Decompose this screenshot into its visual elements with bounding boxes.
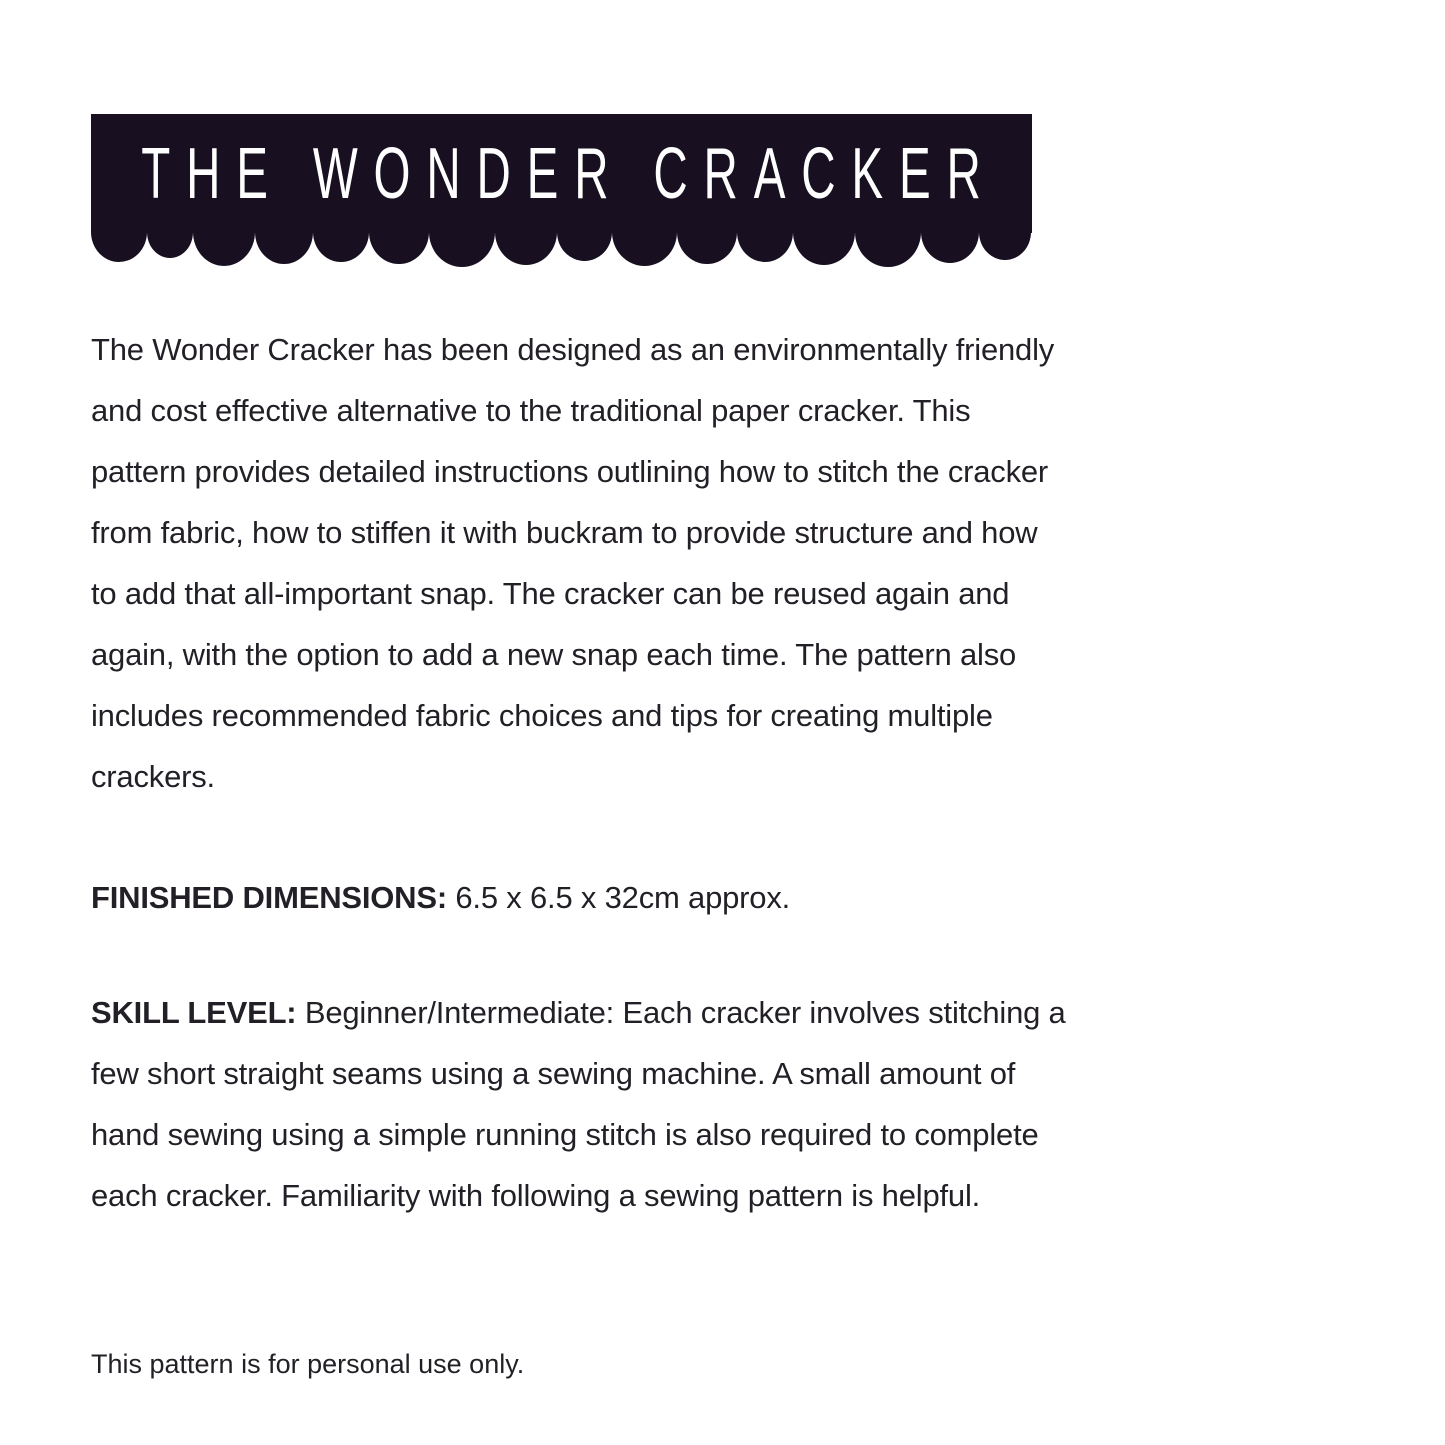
intro-paragraph — [91, 319, 1351, 807]
page-title: THE WONDER CRACKER — [141, 133, 998, 214]
skill-level-label: SKILL LEVEL: — [91, 995, 297, 1030]
intro-line: crackers. — [91, 759, 215, 794]
banner-scallop-edge — [91, 232, 1032, 269]
finished-dimensions-row — [91, 867, 1351, 928]
intro-line: to add that all-important snap. The cracker can be reused again and — [91, 576, 1010, 611]
skill-level-paragraph — [91, 982, 1351, 1226]
skill-level-line: hand sewing using a simple running stitch is also required to complete — [91, 1117, 1039, 1152]
skill-level-line: few short straight seams using a sewing machine. A small amount of — [91, 1056, 1016, 1091]
intro-line: includes recommended fabric choices and tips for creating multiple — [91, 698, 993, 733]
finished-dimensions-value: 6.5 x 6.5 x 32cm approx. — [455, 880, 791, 915]
personal-use-note: This pattern is for personal use only. — [91, 1349, 525, 1379]
title-banner-rect — [91, 114, 1032, 233]
skill-level-line — [91, 982, 1351, 1043]
intro-line: The Wonder Cracker has been designed as an environmentally friendly — [91, 332, 1055, 367]
skill-level-line: each cracker. Familiarity with following a sewing pattern is helpful. — [91, 1178, 981, 1213]
intro-line: pattern provides detailed instructions outlining how to stitch the cracker — [91, 454, 1049, 489]
intro-line: again, with the option to add a new snap each time. The pattern also — [91, 637, 1017, 672]
title-banner — [91, 114, 1032, 269]
skill-level-line1-text: Beginner/Intermediate: Each cracker involves stitching a — [304, 995, 1066, 1030]
finished-dimensions-line — [91, 867, 1351, 928]
intro-line: and cost effective alternative to the traditional paper cracker. This — [91, 393, 971, 428]
intro-line: from fabric, how to stiffen it with buckram to provide structure and how — [91, 515, 1038, 550]
finished-dimensions-label: FINISHED DIMENSIONS: — [91, 880, 447, 915]
